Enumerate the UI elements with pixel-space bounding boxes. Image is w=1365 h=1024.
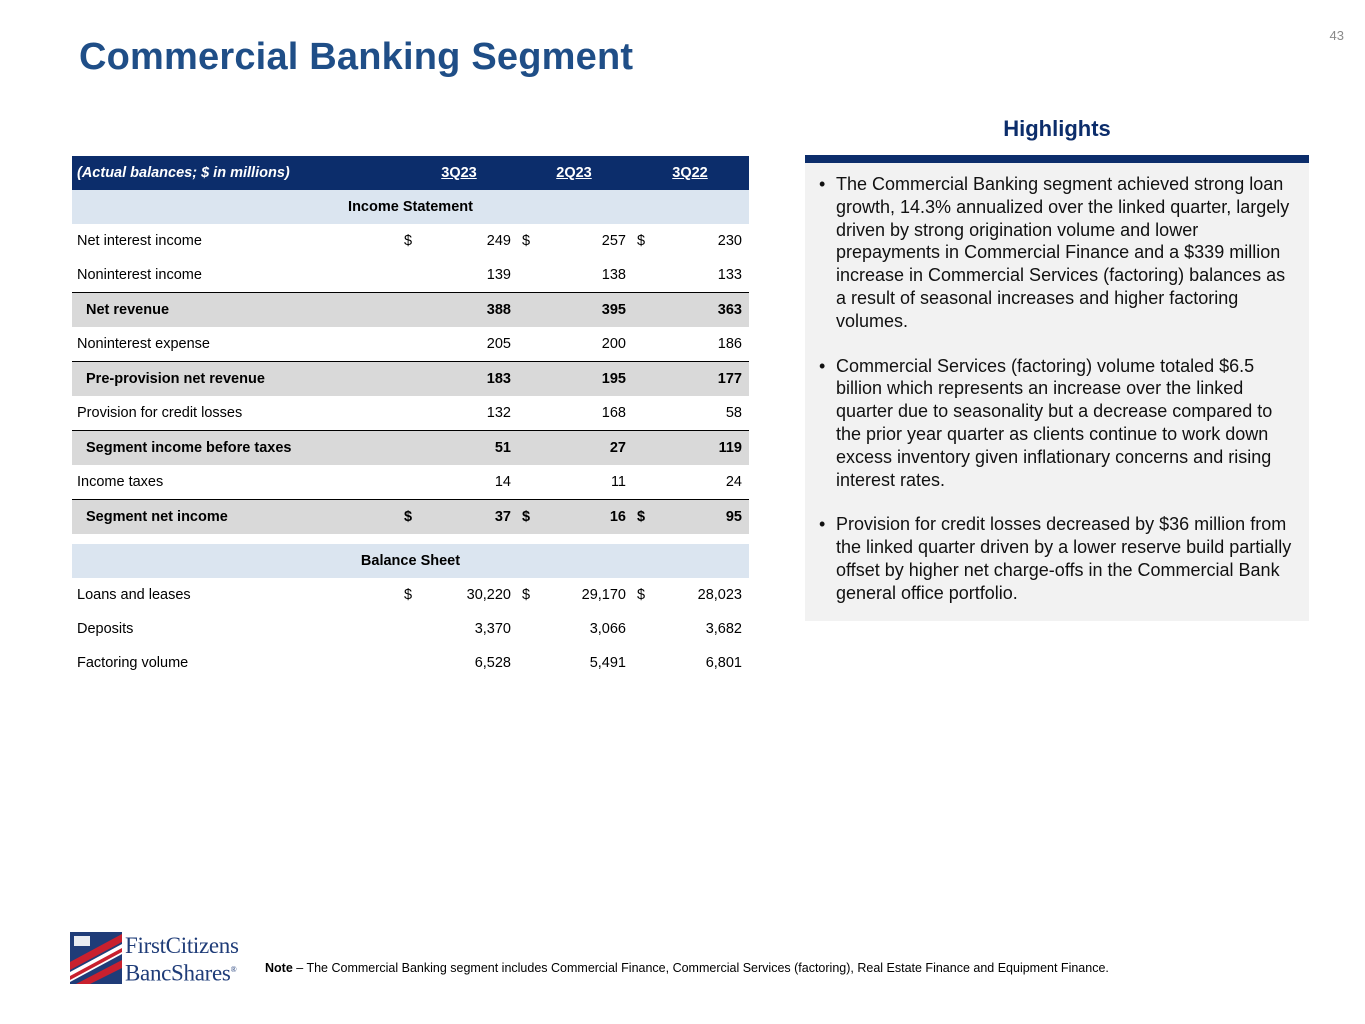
value-2q23: 395 [601, 302, 626, 318]
row-label: Loans and leases [77, 587, 191, 603]
table-row [72, 430, 749, 465]
value-2q23: 27 [609, 440, 626, 456]
dollar-sign: $ [522, 509, 531, 525]
page-title: Commercial Banking Segment [79, 36, 634, 78]
value-2q23: 11 [610, 474, 626, 490]
value-3q22: 119 [718, 440, 742, 456]
page-number: 43 [1329, 28, 1344, 43]
value-3q22: 24 [725, 474, 742, 490]
value-3q23: 132 [486, 405, 511, 421]
value-3q23: 139 [486, 267, 511, 283]
table-row [72, 612, 749, 646]
note-label: Note [265, 961, 293, 975]
row-label: Net interest income [77, 233, 202, 249]
dollar-sign: $ [404, 587, 413, 603]
value-2q23: 168 [601, 405, 626, 421]
highlights-title: Highlights [1003, 116, 1111, 141]
table-row [72, 224, 749, 258]
value-3q22: 28,023 [697, 587, 742, 603]
dollar-sign: $ [637, 509, 646, 525]
value-3q23: 249 [486, 233, 511, 249]
dollar-sign: $ [522, 587, 531, 603]
flag-icon [70, 932, 122, 984]
note-text: – The Commercial Banking segment includes Commercial Finance, Commercial Services (factoring), Real Estate Finance and Equipment Finance. [292, 961, 1109, 975]
logo-registered: ® [230, 965, 237, 974]
row-label: Provision for credit losses [77, 405, 243, 421]
column-header-3q22: 3Q22 [672, 165, 708, 181]
value-2q23: 29,170 [581, 587, 626, 603]
highlights-box [805, 163, 1309, 621]
dollar-sign: $ [522, 233, 531, 249]
value-3q23: 6,528 [474, 655, 511, 671]
value-2q23: 3,066 [589, 621, 626, 637]
table-row [72, 327, 749, 361]
section-label: Balance Sheet [360, 553, 461, 569]
table-row [72, 258, 749, 292]
table-row [72, 499, 749, 534]
highlights-bar [805, 155, 1309, 163]
row-label: Segment net income [86, 509, 228, 525]
company-logo [70, 932, 260, 988]
row-label: Segment income before taxes [86, 440, 292, 456]
value-3q22: 6,801 [705, 655, 742, 671]
value-2q23: 16 [609, 509, 626, 525]
table-header-row [72, 156, 749, 190]
value-3q23: 183 [486, 371, 511, 387]
highlight-text: Provision for credit losses decreased by $36 million from the linked quarter driven by a lower reserve build partially offset by higher net charge-offs in the Commercial Bank general office portfolio. [836, 514, 1292, 603]
logo-line1: FirstCitizens [125, 933, 239, 958]
highlight-bullet: • Commercial Services (factoring) volume totaled $6.5 billion which represents an increase over the linked quarter due to seasonality but a decrease compared to the prior year quarter as clients continue to work down excess inventory given inflationary concerns and rising interest rates. [819, 355, 1273, 490]
value-2q23: 257 [601, 233, 626, 249]
value-2q23: 195 [601, 371, 626, 387]
row-label: Factoring volume [77, 655, 189, 671]
income-rows [72, 224, 749, 534]
value-3q23: 3,370 [474, 621, 511, 637]
row-label: Net revenue [86, 302, 170, 318]
row-label: Income taxes [77, 474, 164, 490]
value-3q23: 51 [494, 440, 511, 456]
financial-table [72, 156, 749, 680]
value-3q22: 186 [717, 336, 742, 352]
value-3q22: 230 [717, 233, 742, 249]
section-balance-sheet [72, 544, 749, 578]
column-header-3q23: 3Q23 [441, 165, 477, 181]
dollar-sign: $ [404, 509, 413, 525]
table-row [72, 396, 749, 430]
row-label: Noninterest income [77, 267, 202, 283]
value-2q23: 138 [601, 267, 626, 283]
section-label: Income Statement [348, 199, 473, 215]
table-row [72, 646, 749, 680]
table-row [72, 465, 749, 499]
highlight-bullet: • Provision for credit losses decreased by $36 million from the linked quarter driven by a lower reserve build partially offset by higher net charge-offs in the Commercial Bank general office portfolio. [819, 514, 1292, 603]
balance-rows [72, 578, 749, 680]
dollar-sign: $ [404, 233, 413, 249]
value-3q22: 177 [717, 371, 742, 387]
logo-line2: BancShares [125, 960, 231, 986]
value-3q23: 30,220 [466, 587, 511, 603]
value-3q22: 58 [725, 405, 742, 421]
value-2q23: 5,491 [589, 655, 626, 671]
value-3q23: 388 [486, 302, 511, 318]
column-header-2q23: 2Q23 [556, 165, 592, 181]
value-3q23: 205 [486, 336, 511, 352]
dollar-sign: $ [637, 587, 646, 603]
highlight-text: Commercial Services (factoring) volume totaled $6.5 billion which represents an increase over the linked quarter due to seasonality but a decrease compared to the prior year quarter as clients continue to work down excess inventory given inflationary concerns and rising interest rates. [836, 355, 1273, 490]
table-row [72, 361, 749, 396]
dollar-sign: $ [637, 233, 646, 249]
row-label: Pre-provision net revenue [86, 371, 265, 387]
logo-wordmark [125, 934, 239, 986]
row-label: Deposits [77, 621, 134, 637]
value-3q22: 363 [717, 302, 742, 318]
value-3q22: 95 [725, 509, 742, 525]
value-2q23: 200 [601, 336, 626, 352]
table-row [72, 578, 749, 612]
row-label: Noninterest expense [77, 336, 210, 352]
footnote [265, 961, 1109, 975]
table-header-label: (Actual balances; $ in millions) [77, 165, 290, 181]
section-income-statement [72, 190, 749, 224]
value-3q23: 37 [494, 509, 511, 525]
highlight-text: The Commercial Banking segment achieved strong loan growth, 14.3% annualized over the linked quarter, largely driven by strong origination volume and lower prepayments in Commercial Finance and a $339 million increase in Commercial Services (factoring) balances as a result of seasonal increases and higher factoring volumes. [836, 174, 1290, 331]
value-3q22: 133 [717, 267, 742, 283]
value-3q23: 14 [494, 474, 511, 490]
table-row [72, 292, 749, 327]
highlight-bullet: • The Commercial Banking segment achieved strong loan growth, 14.3% annualized over the linked quarter, largely driven by strong origination volume and lower prepayments in Commercial Finance and a $339 million increase in Commercial Services (factoring) balances as a result of seasonal increases and higher factoring volumes. [819, 174, 1290, 331]
value-3q22: 3,682 [705, 621, 742, 637]
